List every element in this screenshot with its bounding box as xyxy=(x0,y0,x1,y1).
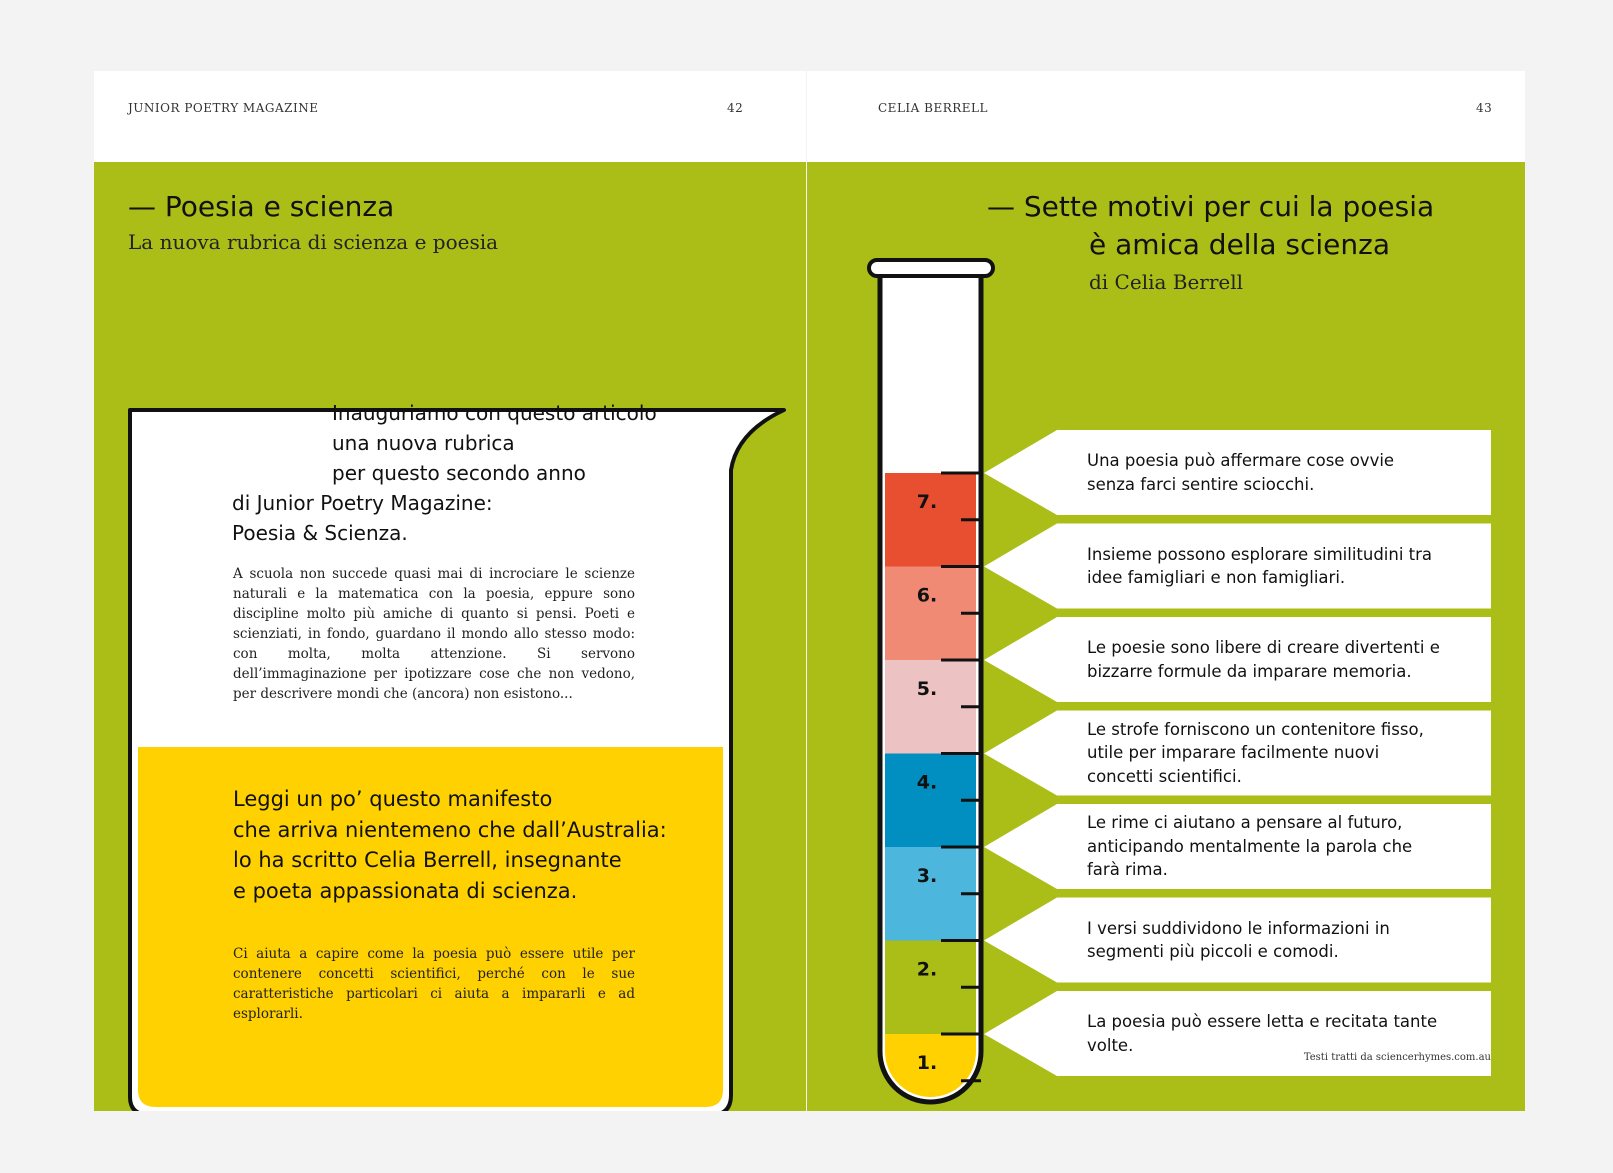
section-title: — Poesia e scienza xyxy=(128,190,395,223)
left-green-panel xyxy=(94,162,806,1111)
reason-number-1: 1. xyxy=(916,1052,938,1074)
right-green-panel xyxy=(807,162,1525,1111)
title-line-1: — Sette motivi per cui la poesia xyxy=(987,190,1435,223)
intro-line-2: una nuova rubrica xyxy=(332,431,515,455)
intro-text xyxy=(232,368,712,578)
page-number-right: 43 xyxy=(1476,101,1493,115)
running-head-magazine: JUNIOR POETRY MAGAZINE xyxy=(128,101,319,115)
reason-text-1: La poesia può essere letta e recitata tante volte. xyxy=(1087,1012,1438,1055)
intro-line-1: Inauguriamo con questo articolo xyxy=(332,401,657,425)
reason-text-5: Le poesie sono libere di creare divertenti e bizzarre formule da imparare memoria. xyxy=(1087,638,1440,681)
running-head-author: CELIA BERRELL xyxy=(878,101,988,115)
reason-number-6: 6. xyxy=(916,584,938,607)
title-line-2: è amica della scienza xyxy=(1089,227,1390,261)
test-tube-chart xyxy=(807,162,1525,1111)
tube-rim xyxy=(869,260,993,276)
reason-number-7: 7. xyxy=(916,491,938,513)
right-page xyxy=(807,71,1525,1111)
intro-line-4: di Junior Poetry Magazine: xyxy=(232,491,493,515)
reason-number-4: 4. xyxy=(916,771,938,794)
article-body: A scuola non succede quasi mai di incrociare le scienze naturali e la matematica con la poesia, eppure sono discipline molto più amiche di quanto si pensi. Poeti e scienziati, in fondo, guardano il mondo allo stesso modo: con molta, molta attenzione. Si servono dell’immaginazione per ipotizzare cose che non vedono, per descrivere mondi che (ancora) non esistono... xyxy=(233,566,635,702)
byline: di Celia Berrell xyxy=(1089,270,1244,294)
reason-text-4: Le strofe forniscono un contenitore fisso, utile per imparare facilmente nuovi concetti scientifici. xyxy=(1087,719,1424,786)
left-page xyxy=(94,71,806,1111)
reason-text-7: Una poesia può affermare cose ovvie senza farci sentire sciocchi. xyxy=(1087,451,1395,494)
reason-text-3: Le rime ci aiutano a pensare al futuro, anticipando mentalmente la parola che farà rima. xyxy=(1087,813,1413,880)
intro-line-5: Poesia & Scienza. xyxy=(232,521,408,545)
intro-line-3: per questo secondo anno xyxy=(332,461,586,485)
left-page-header xyxy=(94,71,806,162)
reason-text-2: I versi suddividono le informazioni in segmenti più piccoli e comodi. xyxy=(1087,918,1390,961)
reason-number-2: 2. xyxy=(916,958,938,981)
source-credit: Testi tratti da sciencerhymes.com.au xyxy=(1303,1052,1491,1063)
manifesto-lead: Leggi un po’ questo manifesto che arriva nientemeno che dall’Australia: lo ha scritto Celia Berrell, insegnante e poeta appassionata di scienza. xyxy=(233,787,667,903)
reason-text-6: Insieme possono esplorare similitudini tra idee famigliari e non famigliari. xyxy=(1087,544,1433,587)
reason-number-5: 5. xyxy=(916,678,938,700)
right-page-header xyxy=(807,71,1525,162)
reason-number-3: 3. xyxy=(916,865,938,887)
manifesto-body: Ci aiuta a capire come la poesia può essere utile per contenere concetti scientifici, perché con le sue caratteristiche particolari ci aiuta a impararli e ad esplorarli. xyxy=(233,946,635,1022)
section-subtitle: La nuova rubrica di scienza e poesia xyxy=(128,230,499,254)
page-number-left: 42 xyxy=(727,101,744,115)
